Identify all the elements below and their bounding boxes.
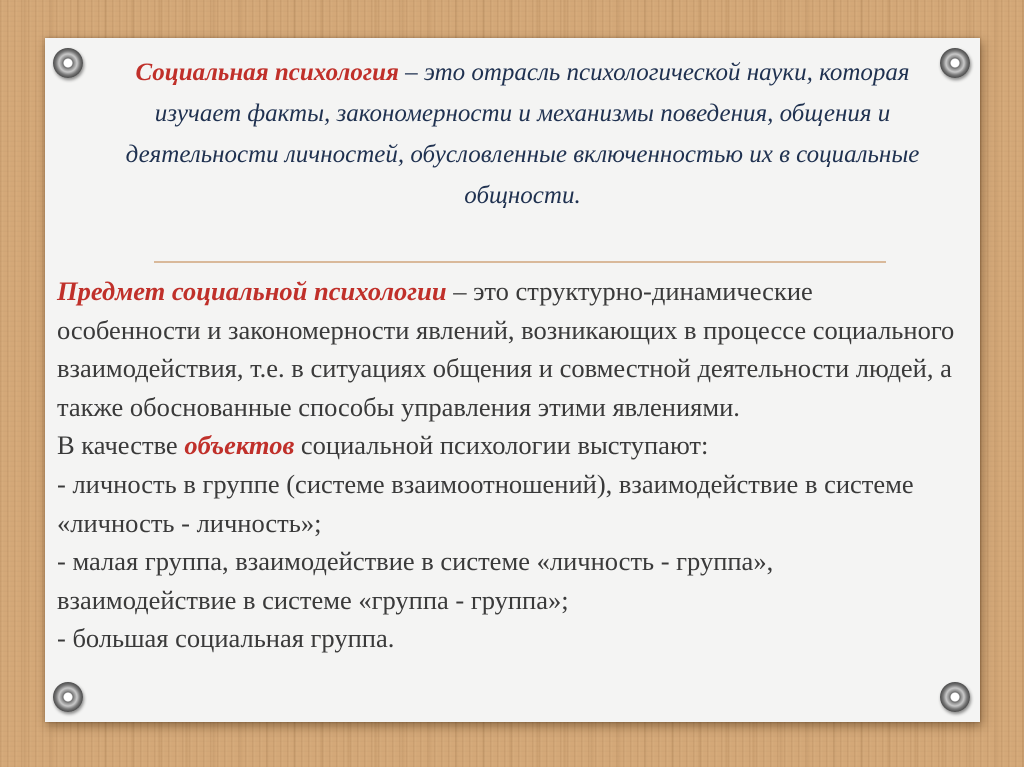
objects-intro (57, 426, 957, 465)
objects-term: объектов (184, 430, 295, 461)
objects-prefix: В качестве (57, 430, 185, 461)
rivet-top-left-icon (53, 48, 83, 78)
rivet-bottom-left-icon (53, 682, 83, 712)
objects-item: - личность в группе (системе взаимоотношений), взаимодействие в системе «личность - личность»; (57, 468, 914, 538)
objects-item: - малая группа, взаимодействие в системе «личность - группа», взаимодействие в системе «группа - группа»; (57, 546, 774, 615)
objects-suffix: социальной психологии выступают: (294, 430, 709, 461)
definition-paragraph (95, 52, 950, 216)
subject-paragraph (57, 272, 957, 426)
objects-item: - большая социальная группа. (57, 623, 395, 654)
subject-term: Предмет социальной психологии (57, 276, 447, 306)
rivet-bottom-right-icon (940, 682, 970, 712)
definition-text: – это отрасль психологической науки, которая изучает факты, закономерности и механизмы поведения, общения и деятельности личностей, обусловленные включенностью их в социальные общности. (125, 59, 920, 209)
main-content (57, 272, 957, 658)
definition-term: Социальная психология (135, 59, 399, 86)
subject-text: – это структурно-динамические особенности и закономерности явлений, возникающих в процессе социального взаимодействия, т.е. в ситуациях общения и совместной деятельности людей, а также обоснованные способы управления этими явлениями. (57, 276, 955, 422)
section-divider (154, 261, 886, 263)
